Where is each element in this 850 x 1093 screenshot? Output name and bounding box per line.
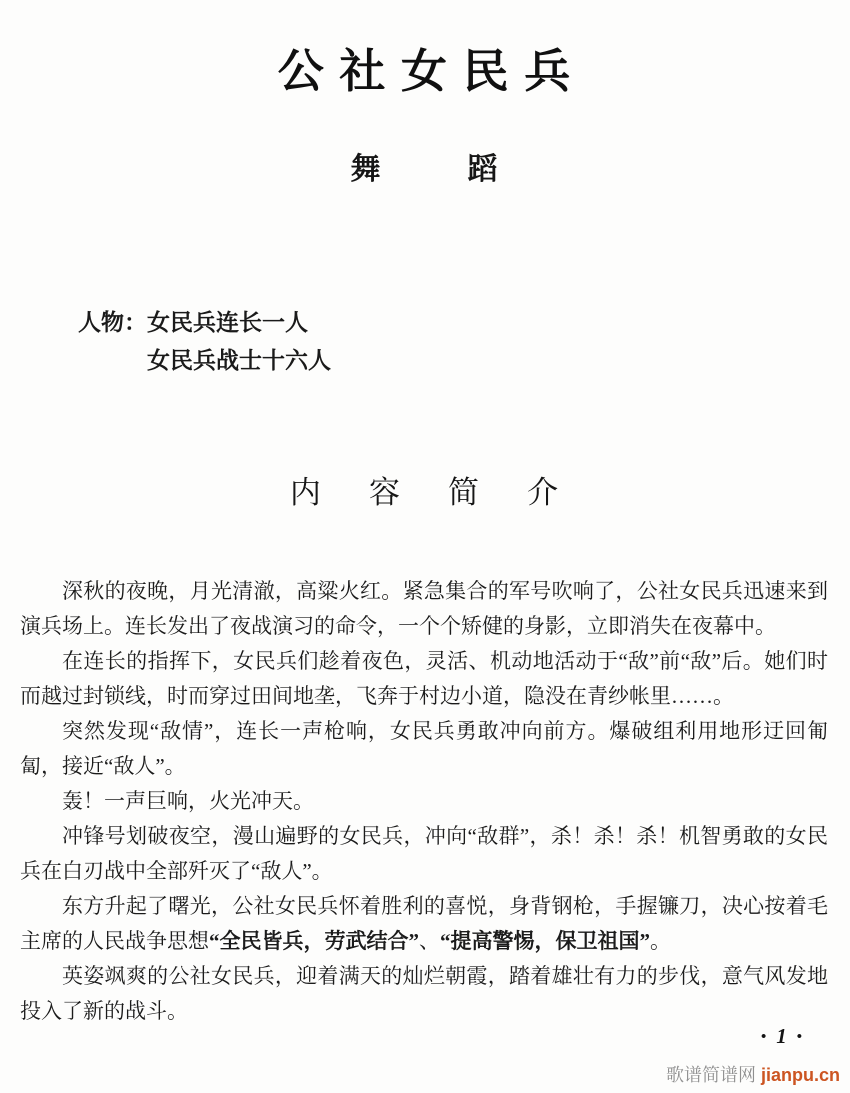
characters-label: 人物： — [78, 309, 147, 335]
paragraph-segment-bold: “全民皆兵，劳武结合” — [209, 929, 419, 954]
watermark-site-name: 歌谱简谱网 — [665, 1065, 756, 1085]
page-title: 公社女民兵 — [277, 45, 586, 97]
page-number — [761, 1024, 804, 1049]
paragraph: 英姿飒爽的公社女民兵，迎着满天的灿烂朝霞，踏着雄壮有力的步伐，意气风发地投入了新的战斗。 — [20, 964, 828, 1024]
paragraph — [20, 889, 828, 959]
paragraph: 突然发现“敌情”，连长一声枪响，女民兵勇敢冲向前方。爆破组利用地形迂回匍匐，接近“敌人”。 — [20, 719, 828, 779]
characters-item: 女民兵战士十六人 — [147, 347, 331, 373]
paragraph: 在连长的指挥下，女民兵们趁着夜色，灵活、机动地活动于“敌”前“敌”后。她们时而越过封锁线，时而穿过田间地垄，飞奔于村边小道，隐没在青纱帐里……。 — [20, 649, 828, 709]
page-number-dot: • — [760, 1029, 769, 1045]
characters-list — [147, 304, 331, 380]
synopsis-body — [20, 574, 828, 1029]
characters-item: 女民兵连长一人 — [147, 309, 308, 335]
paragraph: 轰！一声巨响，火光冲天。 — [62, 789, 314, 814]
watermark — [666, 1061, 840, 1087]
paragraph: 深秋的夜晚，月光清澈，高粱火红。紧急集合的军号吹响了，公社女民兵迅速来到演兵场上。连长发出了夜战演习的命令，一个个矫健的身影，立即消失在夜幕中。 — [20, 579, 828, 639]
characters-block — [78, 304, 828, 380]
section-heading: 内容简介 — [289, 475, 607, 511]
watermark-domain: jianpu.cn — [760, 1065, 840, 1085]
paragraph: 冲锋号划破夜空，漫山遍野的女民兵，冲向“敌群”，杀！杀！杀！机智勇敢的女民兵在白刃战中全部歼灭了“敌人”。 — [20, 824, 828, 884]
paragraph-segment: 、 — [419, 929, 440, 954]
section-heading-block — [20, 452, 828, 534]
paragraph-segment: 东方升起了曙光，公社女民兵怀着胜利的喜悦，身背钢枪，手握镰刀，决心按着毛主席的人民战争思想 — [20, 894, 828, 954]
subtitle-block — [20, 152, 828, 186]
page-number-dot: • — [796, 1029, 804, 1045]
paragraph-segment: 。 — [650, 929, 671, 954]
page-subtitle: 舞蹈 — [350, 152, 585, 186]
page-number-value: 1 — [776, 1024, 789, 1048]
title-block — [20, 18, 828, 126]
paragraph-segment-bold: “提高警惕，保卫祖国” — [440, 929, 650, 954]
